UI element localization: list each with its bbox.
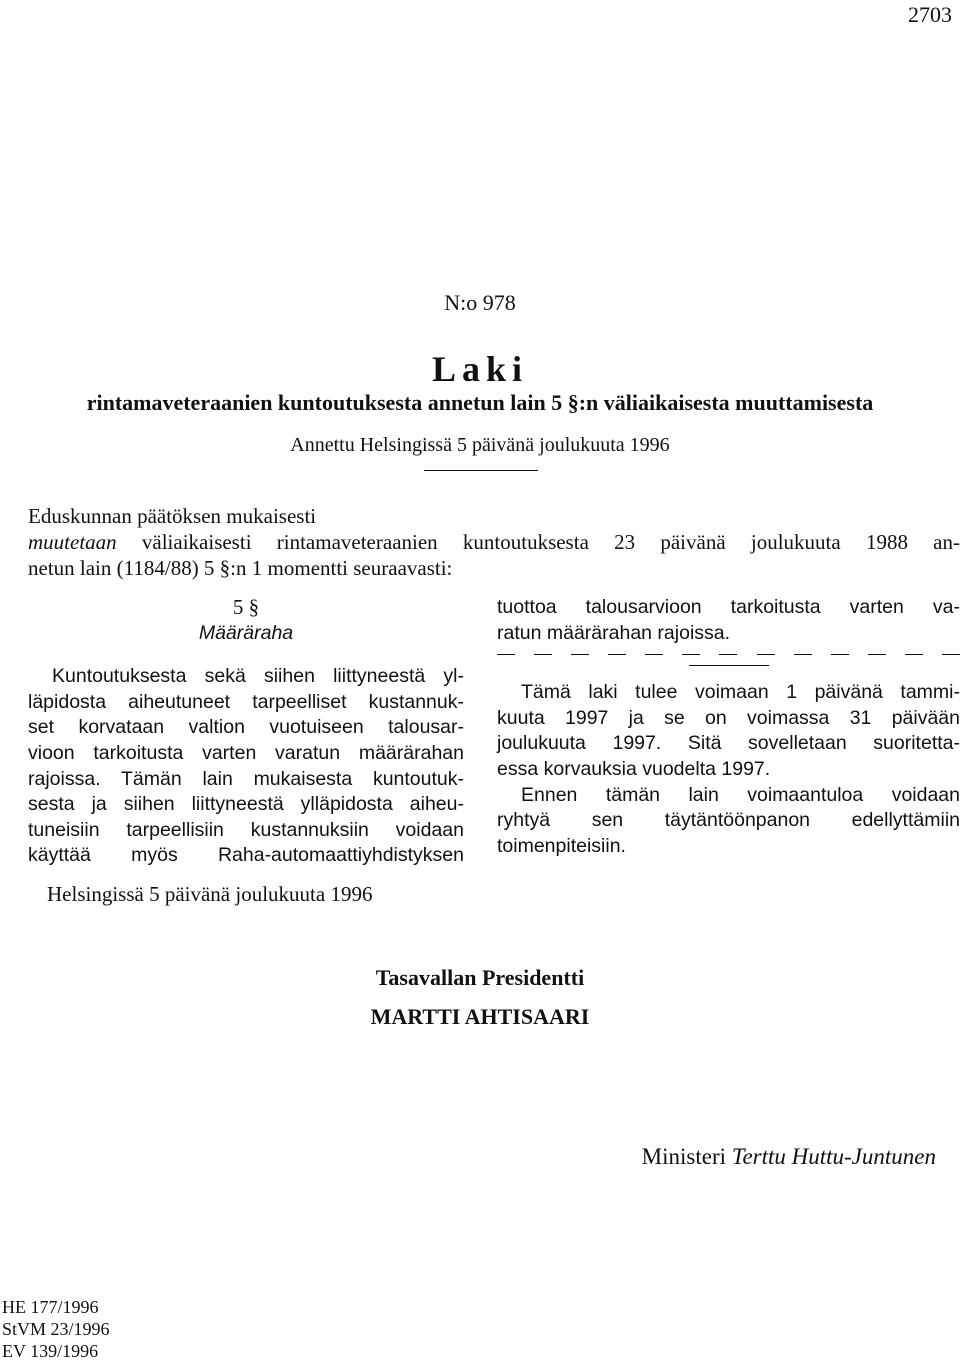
section-text-line: vioon tarkoitusta varten varatun määrärahan (28, 741, 464, 764)
section-text-line: set korvataan valtion vuotuiseen talousar- (28, 716, 464, 739)
legislative-references (2, 1296, 110, 1362)
signing-place: Helsingissä 5 päivänä joulukuuta 1996 (47, 882, 373, 906)
page-number: 2703 (908, 2, 952, 27)
section-heading: Määräraha (198, 621, 294, 644)
law-heading: Laki (431, 349, 529, 389)
entry-into-force-line: kuuta 1997 ja se on voimassa 31 päivään (497, 706, 960, 729)
section-text-line: käyttää myös Raha-automaattiyhdistyksen (28, 844, 464, 867)
minister-signature (642, 1144, 936, 1170)
left-column (28, 595, 464, 869)
section-text-line: ratun määrärahan rajoissa. (497, 621, 731, 644)
section-sign: 5 § (232, 595, 260, 619)
entry-into-force-line: Tämä laki tulee voimaan 1 päivänä tammi- (521, 681, 960, 704)
section-text-line: Kuntoutuksesta sekä siihen liittyneestä yl- (52, 665, 464, 688)
minister-name: Terttu Huttu-Juntunen (731, 1144, 936, 1169)
section-text-line: sesta ja siihen liittyneestä ylläpidosta aiheu- (28, 793, 464, 816)
reference-item: HE 177/1996 (2, 1297, 99, 1317)
section-text-line: tuottoa talousarvioon tarkoitusta varten va- (497, 596, 960, 618)
entry-into-force-line: joulukuuta 1997. Sitä sovelletaan suoritetta- (497, 732, 960, 755)
law-title: rintamaveteraanien kuntoutuksesta annetun lain 5 §:n väliaikaisesta muuttamisesta (86, 390, 874, 415)
section-divider (689, 665, 769, 666)
title-divider (424, 470, 538, 471)
president-name: MARTTI AHTISAARI (370, 1004, 590, 1029)
preamble-line: netun lain (1184/88) 5 §:n 1 momentti seuraavasti: (28, 556, 453, 580)
section-text-line: rajoissa. Tämän lain mukaisesta kuntoutuk- (28, 767, 464, 790)
preamble (28, 503, 960, 581)
entry-into-force-line: toimenpiteisiin. (497, 834, 626, 857)
reference-item: StVM 23/1996 (2, 1319, 110, 1339)
omission-dashes (497, 654, 960, 655)
right-column (497, 595, 960, 859)
section-text-line: tuneisiin tarpeellisiin kustannuksiin voidaan (28, 818, 464, 841)
section-text-line: läpidosta aiheutuneet tarpeelliset kustannuk- (28, 690, 464, 713)
entry-into-force-line: essa korvauksia vuodelta 1997. (497, 757, 771, 780)
preamble-line: Eduskunnan päätöksen mukaisesti (28, 504, 317, 528)
entry-into-force-line: ryhtyä sen täytäntöönpanon edellyttämiin (497, 809, 960, 832)
minister-label: Ministeri (641, 1144, 727, 1169)
preamble-text: väliaikaisesti rintamaveteraanien kuntoutuksesta 23 päivänä joulukuuta 1988 an- (116, 530, 960, 554)
entry-into-force-line: Ennen tämän lain voimaantuloa voidaan (521, 783, 960, 806)
preamble-line (28, 529, 960, 555)
reference-item: EV 139/1996 (2, 1341, 99, 1361)
preamble-verb: muutetaan (28, 530, 117, 554)
given-line: Annettu Helsingissä 5 päivänä joulukuuta 1996 (290, 434, 670, 456)
president-title: Tasavallan Presidentti (375, 965, 585, 990)
statute-number: N:o 978 (444, 290, 516, 315)
